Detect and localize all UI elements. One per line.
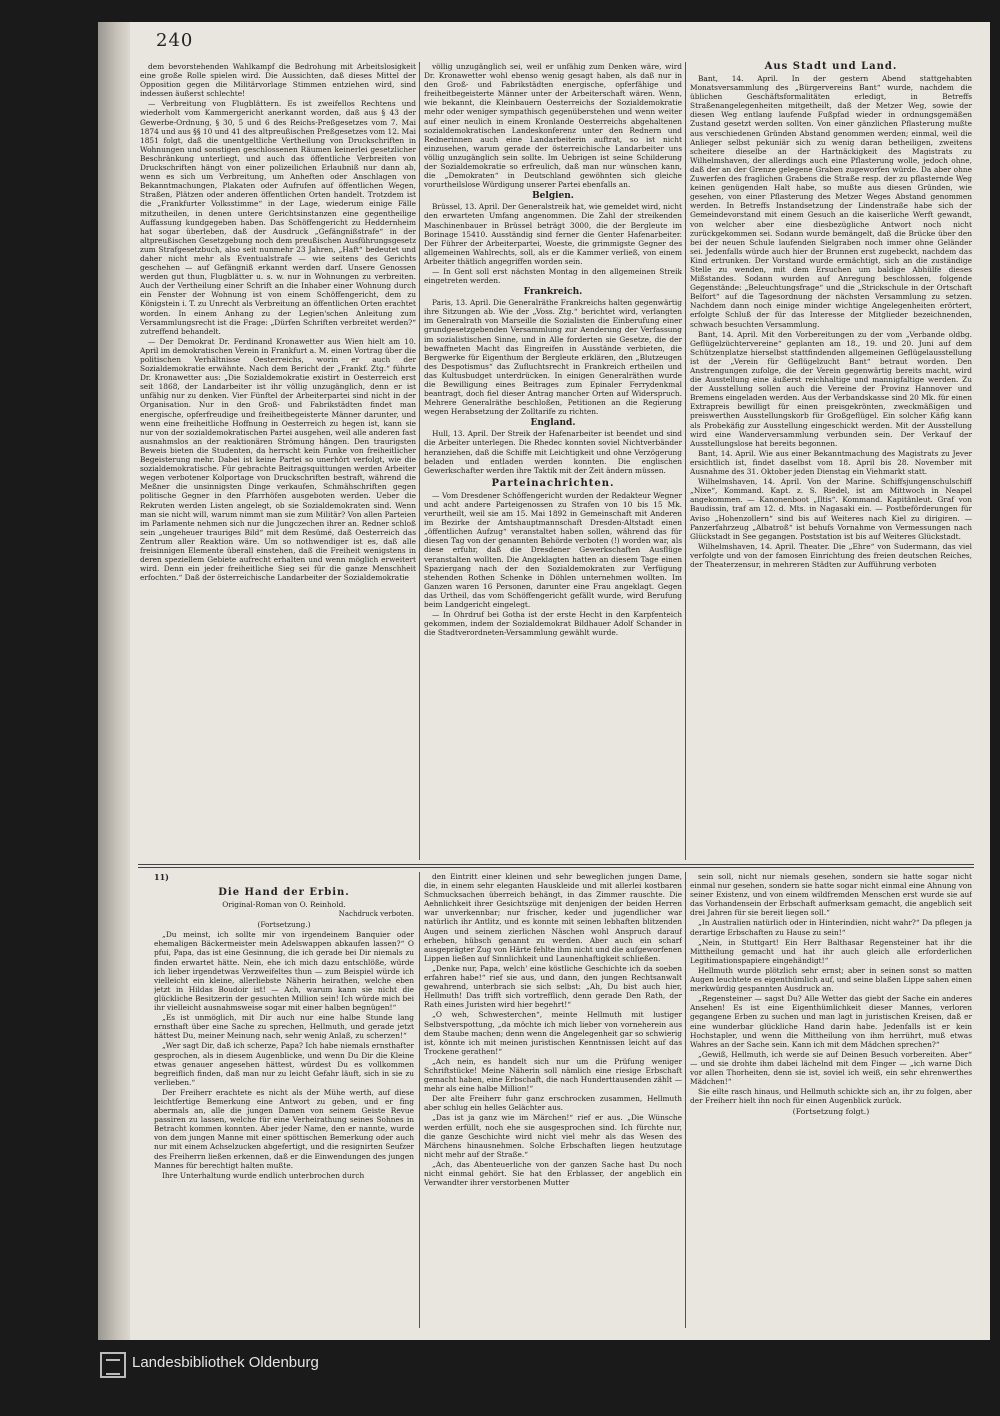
article-paragraph: „Ach, das Abenteuerliche von der ganzen Sache hast Du noch nicht einmal gehört. Sie hat den Erblasser, der angeblich ein Verwandter ihrer verstorbenen Mutter [424,1159,682,1188]
section-heading-local-news: Aus Stadt und Land. [764,61,898,72]
article-paragraph: „Das ist ja ganz wie im Märchen!“ rief er aus. „Die Wünsche werden erfüllt, noch ehe sie ausgesprochen sind. Ich fürchte nur, die ganze Geschichte wird nicht viel mehr als das Wesen des Märchens hinausnehmen. Solche Erbschaften liegen heutzutage nicht mehr auf der Straße.“ [424,1113,682,1159]
article-paragraph: „In Australien natürlich oder in Hinterindien, nicht wahr?“ Da pflegen ja derartige Erbschaften zu Hause zu sein!“ [690,918,972,937]
section-heading-france: Frankreich. [523,287,583,298]
feuilleton-separator [138,867,974,868]
column-divider [419,62,420,860]
column-right [690,58,972,860]
article-paragraph: Wilhelmshaven, 14. April. Theater. Die „Ehre“ von Sudermann, das viel verfolgte und von der famosen Einrichtung des freien deutschen Reiches, der Theaterzensur, in mehreren Städten zur Aufführung verboten [690,541,972,569]
article-paragraph: — In Ohrdruf bei Gotha ist der erste Hecht in den Karpfenteich gekommen, indem der Sozialdemokrat Bildhauer Adolf Schander in die Stadtverordneten-Versammlung gewählt wurde. [424,610,682,638]
continuation-note: (Fortsetzung.) [257,920,311,930]
library-name: Landesbibliothek Oldenburg [132,1354,319,1371]
article-paragraph: Hellmuth wurde plötzlich sehr ernst; aber in seinen sonst so matten Augen leuchtete es eigenthümlich auf, und seine blaßen Lippe sahen einen merkwürdig gespannten Ausdruck an. [690,965,972,994]
article-paragraph: — Vom Dresdener Schöffengericht wurden der Redakteur Wegner und acht andere Parteigenossen zu Strafen von 10 bis 15 Mk. verurtheilt, weil sie am 15. Mai 1892 in Gemeinschaft mit Anderen im Bezirke der Amtshauptmannschaft Dresden-Altstadt einen „öffentlichen Aufzug“ veranstaltet haben sollen, während das für diesen Tag von der genannten Behörde verboten (!) worden war, als diese erfuhr, daß die Dresdener Gewerkschaften Ausflüge veranstalten wollten. Die Angeklagten hatten an diesem Tage einen Spaziergang nach der den Sozialdemokraten zur Verfügung stehenden Rothen Schenke in Döhlen unternehmen wollten. Im Ganzen waren 16 Personen, darunter eine Frau angeklagt. Gegen das Urtheil, das vom Schöffengericht gefällt wurde, wird Berufung beim Landgericht eingelegt. [424,490,682,609]
article-paragraph: Ihre Unterhaltung wurde endlich unterbrochen durch [162,1170,365,1180]
section-heading-party-news: Parteinachrichten. [491,477,615,489]
article-paragraph: dem bevorstehenden Wahlkampf die Bedrohung mit Arbeitslosigkeit eine große Rolle spielen wird. Die Aussichten, daß dieses Mittel der Opposition gegen die Militärvorlage Stimmen entziehen wird, sind indessen äußerst schlechte! [140,62,416,99]
article-paragraph: Brüssel, 13. April. Der Generalstreik hat, wie gemeldet wird, nicht den erwarteten Umfang angenommen. Die Zahl der streikenden Maschinenbauer in Brüssel beträgt 3000, die der Bergleute im Borinage 15410. Ausständig sind ferner die Genter Hafenarbeiter. Der Führer der Arbeiterpartei, Woeste, die grimmigste Gegner des allgemeinen Wahlrechts, soll, als er die Kammer verließ, von einem Arbeiter thätlich angegriffen worden sein. [424,202,682,266]
article-paragraph: „Es ist unmöglich, mit Dir auch nur eine halbe Stunde lang ernsthaft über eine Sache zu sprechen, Hellmuth, und gerade jetzt hättest Du, meiner Meinung nach, sehr wenig Anlaß, zu scherzen!“ [154,1013,414,1041]
column-left [140,62,416,860]
section-heading-belgium: Belgien. [532,191,574,202]
article-paragraph: den Eintritt einer kleinen und sehr beweglichen jungen Dame, die, in einem sehr eleganten Hauskleide und mit allerlei kostbaren Schmucksachen überreich behängt, in das Zimmer rauschte. Die Aehnlichkeit ihrer Gesichtszüge mit denjenigen der beiden Herren war unverkennbar; nur frischer, keder und jugendlicher war natürlich ihr Antlitz, und es konnte mit seinen lebhaften blitzenden Augen und seinem zierlichen Näschen wohl Anspruch darauf erheben, hübsch genannt zu werden. Aber auch ein scharf ausgeprägter Zug von Härte fehlte ihm nicht und die aufgeworfenen Lippen ließen auf Sinnlichkeit und Launenhaftigkeit schließen. [424,872,682,963]
article-paragraph: Bant, 14. April. Mit den Vorbereitungen zu der vom „Verbande oldbg. Geflügelzüchtervereine“ geplanten am 18., 19. und 20. Juni auf dem Schützenplatze hierselbst stattfindenden allgemeinen Geflügelausstellung ist der „Verein für Geflügelzucht Bant“ betraut worden. Den Anstrengungen zufolge, die der Verein gegenwärtig bereits macht, wird die Ausstellung eine äußerst reichhaltige und mannigfaltige werden. Zu der Ausstellung sollen auch die Vereine der Provinz Hannover und Bremens eingeladen werden. Aus der Verbandskasse sind 20 Mk. für einen Extrapreis bewilligt für einen preisgekrönten, zweckmäßigen und preiswerthen Ausstellungskorb für Großgeflügel. Ein solcher Käfig kann als Probekäfig zur Ausstellung eingeschickt werden. Mit der Ausstellung wird eine Wanderversammlung verbunden sein. Der Verkauf der Ausstellungslose hat bereits begonnen. [690,329,972,448]
novel-author: Original-Roman von O. Reinhold. [222,900,346,909]
article-paragraph: Der Freiherr erachtete es nicht als der Mühe werth, auf diese leichtfertige Bemerkung eine Antwort zu geben, und er fing abermals an, alle die jungen Damen von seinem Geiste Revue passiren zu lassen, welche für eine Verheirathung seines Sohnes in Betracht kommen konnten. Aber jeder Name, den er nannte, wurde von dem jungen Manne mit einer spöttischen Bemerkung oder auch nur mit einem Achselzucken abgefertigt, und die resignirten Seufzer des Freiherrn ließen erkennen, daß er die Einwendungen des jungen Mannes für berechtigt halten mußte. [154,1087,414,1170]
article-paragraph: — Verbreitung von Flugblättern. Es ist zweifellos Rechtens und wiederholt vom Kammergericht anerkannt worden, daß aus § 43 der Gewerbe-Ordnung, § 30, 5 und 6 des Reichs-Preßgesetzes vom 7. Mai 1874 und aus §§ 10 und 41 des altpreußischen Preßgesetzes vom 12. Mai 1851 folgt, daß die unentgeltliche Vertheilung von Druckschriften in Wohnungen und sonstigen geschlossenen Räumen keinerlei gesetzlicher Beschränkung unterliegt, und auch das öffentliche Verbreiten von Druckschriften hängt von einer polizeilichen Erlaubniß nur dann ab, wenn es sich um Verbreitung, um Anheften oder Anschlagen von Bekanntmachungen, Plakaten oder Aufrufen auf öffentlichen Wegen, Straßen, Plätzen oder anderen öffentlichen Orten handelt. Trotzdem ist die „Frankfurter Volksstimme“ in der Lage, wiederum einige Fälle mitzutheilen, in denen untere Gerichtsinstanzen eine gegentheilige Auffassung kundgegeben haben. Das Schöffengericht zu Heddernheim hat sogar überleben, daß der Ausdruck „Gefängnißstrafe“ in der altpreußischen Gesetzgebung noch dem preußischen Ausführungsgesetz zum Strafgesetzbuch, also seit nunmehr 23 Jahren, „Haft“ bedeutet und daher nicht mehr als Eventualstrafe — wie seitens des Gerichts geschehen — auf Gefängniß erkannt werden darf. Unsere Genossen werden gut thun, Flugblätter u. s. w. nur in Wohnungen zu verbreiten. Auch der Vertheilung einer Schrift an die Inhaber einer Wohnung durch ein Fenster der Wohnung ist von einem Schöffengericht, dem zu Königstein i. T. zu Unrecht als Verbreitung an öffentlichen Orten erachtet worden. In einem Anhang zu der Legien'schen Anleitung zum Versammlungsrecht ist die Frage: „Dürfen Schriften verbreitet werden?“ zutreffend behandelt. [140,99,416,336]
to-be-continued: (Fortsetzung folgt.) [792,1107,870,1117]
article-paragraph: „Gewiß, Hellmuth, ich werde sie auf Deinen Besuch vorbereiten. Aber“ — und sie drohte ihm dabei lächelnd mit dem Finger — „ich warne Dich vor allen Thorheiten, denn sie ist, soviel ich weiß, ein sehr ehrenwerthes Mädchen!“ [690,1049,972,1087]
library-logo-icon [100,1352,126,1378]
article-paragraph: „Nein, in Stuttgart! Ein Herr Balthasar Regensteiner hat ihr die Mittheilung gemacht und hat ihr auch gleich alle erforderlichen Legitimationspapiere eingehändigt!“ [690,937,972,965]
article-paragraph: Der alte Freiherr fuhr ganz erschrocken zusammen, Hellmuth aber schlug ein helles Gelächter aus. [424,1094,682,1113]
installment-number: 11) [154,872,169,882]
feuilleton-separator [138,864,974,865]
article-paragraph: Paris, 13. April. Die Generalräthe Frankreichs halten gegenwärtig ihre Sitzungen ab. Wie der „Voss. Ztg.“ berichtet wird, verlangten im Generalrath von Marseille die Sozialisten die Einberufung einer grundgesetzgebenden Versammlung zur Aenderung der Verfassung im sozialistischen Sinne, und in Alle forderten sie Gesetze, die der bewaffneten Macht das Eingreifen in Ausstände verbieten, die Bergwerke für Eigenthum der Bergleute erklären, den „Blutzeugen des Despotismus“ das Zufluchtsrecht in Frankreich ertheilen und das Kultusbudget unterdrücken. In einigen Generalräthen wurde die Bewilligung eines Beitrages zum Epinaler Ferrydenkmal beantragt, doch fiel dieser Antrag mancher Orten auf Widerspruch. Mehrere Generalräthe beschloßen, Petitionen an die Regierung wegen Herabsetzung der Zolltarife zu richten. [424,298,682,417]
article-paragraph: „O weh, Schwesterchen“, meinte Hellmuth mit lustiger Selbstverspottung, „da möchte ich mich lieber von vorneherein aus dem Staube machen; denn wenn die Angelegenheit gar so schwierig ist, könnte ich mit meinen juristischen Kenntnissen leicht auf das Trockene gerathen!“ [424,1010,682,1056]
feuilleton-column-1 [154,884,414,1328]
article-paragraph: Bant, 14. April. In der gestern Abend stattgehabten Monatsversammlung des „Bürgervereins Bant“ wurde, nachdem die üblichen Geschäftsformalitäten erledigt, in Betreffs Straßenangelegenheiten mitgetheilt, daß der Metzer Weg, sowie der diesen Weg entlang laufende Fußpfad wieder in ordnungsgemäßen Zustand gesetzt werden sollten. Von einer gänzlichen Pflasterung mußte aus verschiedenen Gründen Abstand genommen werden; einmal, weil die Anlieger selbst pekuniär sich zu wenig daran betheiligen, zweitens scheitere dieselbe an der Hartnäckigkeit des Magistrats zu Wilhelmshaven, der allerdings auch eine Pflasterung wolle, jedoch ohne, daß der an der Grenze gelegene Graben zugeworfen würde. Da aber ohne Zuwerfen des fraglichen Grabens die Straße resp. der zu pflasternde Weg keinen genügenden Halt habe, so mußte aus diesen Gründen, wie gesehen, von einer Pflasterung des Metzer Weges Abstand genommen werden. In Betreffs Instandsetzung der Lindenstraße habe sich der Gemeindevorstand mit einem Gesuch an die kaiserliche Werft gewandt, von welcher aber eine diesbezügliche Antwort noch nicht zurückgekommen sei. Sodann wurde bemängelt, daß die Brücke über den bei der neuen Schule laufenden Sielgraben noch immer ohne Geländer sei. Jedenfalls würde auch hier der Brunnen erst zugebeckt, nachdem das Kind ertrunken. Der Vorstand wurde ermächtigt, sich an die zuständige Stelle zu wenden, mit dem Ersuchen um baldige Abhülfe dieses Mißstandes. Sodann wurden auf Anregung beschlossen, folgende Gegenstände: „Beleuchtungsfrage“ und die „Strickschule in der Ortschaft Belfort“ auf die Tagesordnung der nächsten Versammlung zu setzen. Nachdem dann noch einige minder wichtige Angelegenheiten erörtert, erfolgte Schluß der für das Interesse der Mitglieder bezeichnenden, schwach besuchten Versammlung. [690,74,972,329]
section-heading-england: England. [530,418,576,429]
article-paragraph: „Denke nur, Papa, welch' eine köstliche Geschichte ich da soeben erfahren habe!“ rief sie aus, und dann, den jungen Rechtsanwalt gewahrend, unterbrach sie sich selbst: „Ah, Du bist auch hier, Hellmuth! Das trifft sich vortrefflich, denn gerade Den Rath, der Rath eines Juristen wird hier begehrt!“ [424,963,682,1010]
column-middle [424,62,682,860]
article-paragraph: „Ach nein, es handelt sich nur um die Prüfung weniger Schriftstücke! Meine Näherin soll nämlich eine riesige Erbschaft gemacht haben, eine Erbschaft, die nach Hunderttausenden zählt — mehr als eine halbe Million!“ [424,1056,682,1094]
article-paragraph: „Du meinst, ich sollte mir von irgendeinem Banquier oder ehemaligen Bäckermeister mein Adelswappen abkaufen lassen?“ O pfui, Papa, das ist eine Gesinnung, die ich gerade bei Dir niemals zu finden erwartet hätte. Nein, ehe ich mich dazu entschlöße, würde ich lieber irgendetwas Verzweifeltes thun — zum Beispiel würde ich vielleicht ein kleine, allerliebste Näherin heirathen, welche eben jetzt in Hildas Boudoir ist! — Ach, warum kann sie nicht die glückliche Besitzerin der gesuchten Million sein! Ich würde mich bei ihr vielleicht ausnahmsweise sogar mit einer halben begnügen!“ [154,930,414,1013]
reprint-notice: Nachdruck verboten. [338,910,414,919]
article-paragraph: — Der Demokrat Dr. Ferdinand Kronawetter aus Wien hielt am 10. April im demokratischen Verein in Frankfurt a. M. einen Vortrag über die politischen Verhältnisse Oesterreichs, worin er auch der Sozialdemokratie erwähnte. Nach dem Bericht der „Frankf. Ztg.“ führte Dr. Kronawetter aus: „Die Sozialdemokratie existirt in Oesterreich erst seit 1868, der Landarbeiter ist ihr völlig unzugänglich, denn er ist unfähig nur zu denken. Vier Fünftel der Arbeiterpartei sind nicht in der Organisation. Nur in den Groß- und Fabrikstädten findet man energische, opferfreudige und freiheitbegeisterte Männer darunter, und wenn eine freiheitliche Hoffnung in Oesterreich zu hegen ist, kann sie nur von der sozialdemokratischen Partei ausgehen, weil alle anderen fast ausnahmslos an der reaktionären Strömung hängen. Den traurigsten Beweis bieten die Studenten, da herrscht kein Funke von freiheitlicher Begeisterung mehr. Dabei ist keine Partei so unerhört verfolgt, wie die sozialdemokratische. Für gebrachte Beitragsquittungen werden Arbeiter wegen verbotener Kolportage von Druckschriften bestraft, während die Meßner die unsinnigsten Dinge verkaufen, Schmähschriften gegen politische Gegner in den Pfarrhöfen ausgeboten werden. Ueber die Rekruten werden Listen angelegt, ob sie Sozialdemokraten sind. Wenn man sie nicht will, warum nimmt man sie zum Militär? Von allen Parteien im Parlamente nehmen sich nur die Jungczechen ihrer an. Redner schloß sein „ungeheuer trauriges Bild“ mit dem Resümé, daß Oesterreich das Zentrum aller Reaktion wäre. Um so nothwendiger ist es, daß alle freisinnigen Elemente überall einstehen, daß die Freiheit wenigstens in deren speziellem Gebiete aufrecht erhalten und wenn möglich erweitert wird. Denn ein jeder freiheitliche Sieg sei für die ganze Menschheit erfochten.“ Daß der österreichische Landarbeiter der Sozialdemokratie [140,336,416,583]
newspaper-page [98,22,990,1340]
column-divider [419,872,420,1328]
article-paragraph: Wilhelmshaven, 14. April. Von der Marine. Schiffsjungenschulschiff „Nixe“, Kommand. Kapt. z. S. Riedel, ist am Mittwoch in Neapel angekommen. — Kanonenboot „Iltis“. Kommand. Kapitänleut. Graf von Baudissin, traf am 12. d. Mts. in Nagasaki ein. — Postbeförderungen für Aviso „Hohenzollern“ sind bis auf Weiteres nach Kiel zu dirigiren. — Panzerfahrzeug „Albatroß“ ist behufs Vornahme von Vermessungen nach Glückstadt in See gegangen. Poststation ist bis auf Weiteres Glückstadt. [690,477,972,541]
feuilleton-column-3 [690,872,972,1328]
article-paragraph: völlig unzugänglich sei, weil er unfähig zum Denken wäre, wird Dr. Kronawetter wohl ebenso wenig gesagt haben, als daß nur in den Groß- und Fabrikstädten energische, opferfähige und freiheitbegeisterte Männer unter der Arbeiterschaft wären. Wenn, wie bekannt, die Kleinbauern Oesterreichs der Sozialdemokratie mehr oder weniger sympathisch gegenüberstehen und wenn weiter auf einer neulich in einem Kronlande Oesterreichs abgehaltenen sozialdemokratischen Landeskonferenz unter den Rednern und Rednerinnen auch eine Landarbeiterin auftrat, so ist nicht einzusehen, warum gerade der österreichische Landarbeiter uns völlig unzugänglich sein sollte. Im Uebrigen ist seine Schilderung der Sozialdemokratie so erfreulich, daß man nur wünschen kann, die „Demokraten“ in Deutschland gewöhnten sich gleiche vorurtheilslose Würdigung unserer Partei ebenfalls an. [424,62,682,190]
article-paragraph: — In Gent soll erst nächsten Montag in den allgemeinen Streik eingetreten werden. [424,266,682,286]
article-paragraph: Sie eilte rasch hinaus, und Hellmuth schickte sich an, ihr zu folgen, aber der Freiherr hielt ihn noch für einen Augenblick zurück. [690,1087,972,1106]
footer-bar [0,1342,1000,1416]
novel-title: Die Hand der Erbin. [218,887,350,898]
article-paragraph: „Wer sagt Dir, daß ich scherze, Papa? Ich habe niemals ernsthafter gesprochen, als in diesem Augenblicke, und wenn Du Dir die Kleine etwas genauer angesehen hättest, würdest Du es vollkommen begreiflich finden, daß man nur zu leicht Gefahr läuft, sich in sie zu verlieben.“ [154,1041,414,1087]
binding-margin [98,22,130,1340]
feuilleton-column-2 [424,872,682,1328]
page-number: 240 [156,30,194,51]
column-divider [685,872,686,1328]
article-paragraph: Bant, 14. April. Wie aus einer Bekanntmachung des Magistrats zu Jever ersichtlich ist, findet daselbst vom 18. April bis 28. November mit Ausnahme des 31. Oktober jeden Dienstag ein Viehmarkt statt. [690,448,972,477]
article-paragraph: Hull, 13. April. Der Streik der Hafenarbeiter ist beendet und sind die Arbeiter unterlegen. Die Rhedec konnten soviel Nichtverbänder heranziehen, daß die Schiffe mit Leichtigkeit und ohne Verzögerung beladen und entladen werden konnten. Die englischen Gewerkschafter werden ihre Taktik mit der Zeit ändern müssen. [424,429,682,475]
article-paragraph: „Regensteiner — sagst Du? Alle Wetter das giebt der Sache ein anderes Ansehen! Es ist eine Eigenthümlichkeit dieser Mannes, verloren gegangene Erben zu suchen und man lagt in juristischen Kreisen, daß er eine wunderbar glückliche Hand darin habe. Jedenfalls ist er kein Hochstapler, und wenn die Mittheilung von ihm herrührt, muß etwas Wahres an der Sache sein. Kann ich mit dem Mädchen sprechen?“ [690,994,972,1049]
article-paragraph: sein soll, nicht nur niemals gesehen, sondern sie hatte sogar nicht einmal nur gesehen, sondern sie hatte sogar nicht einmal eine Ahnung von seiner Existenz, und von einem wildfremden Menschen erst wurde sie auf das Vorhandensein der Erbschaft aufmerksam gemacht, die angeblich seit drei Jahren für sie bereit liegen soll.“ [690,872,972,918]
column-divider [685,62,686,860]
